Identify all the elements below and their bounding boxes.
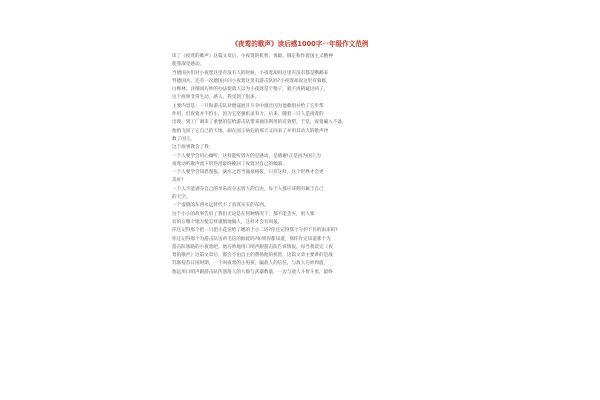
- paragraph-line: 游击队领路的小夜莺吧。他巧妙地用口哨声跟游击队告诉情报，每当我读完《夜: [172, 244, 333, 250]
- paragraph-line: 白桦林。详细而巧妙的办法使敌人以为小夜莺是个傻子，就不再猜疑这回了。: [172, 87, 329, 93]
- document-title: 《夜莺的歌声》读后感1000字一年级作文范例: [231, 40, 369, 48]
- paragraph: [172, 94, 422, 102]
- paragraph: [172, 53, 422, 70]
- paragraph-line: 有的在哪个地方使怎样谨慎地做人，这样才会有回报。: [172, 219, 283, 225]
- paragraph-line: 骂德国兵。还有一次德国兵问小夜莺这里有游击队吗?小夜莺却说这里有狼群，: [172, 78, 331, 84]
- paragraph-line: 这个故事非常生动、感人，我受到了很多。: [172, 95, 260, 101]
- paragraph-line: 美好!: [172, 178, 184, 184]
- paragraph-line: 出现，到工厂调来了重要的信给游击队带来通讯利用的有效帮，于是，夜莺确入不备，: [172, 120, 347, 126]
- document-body: [172, 53, 422, 277]
- document-page: [168, 34, 432, 372]
- paragraph-line: 救了国王。: [172, 136, 195, 142]
- paragraph-line: 你还记得那个为游击队送鸡毛信的海娃吗?如果你都知道，那你肯定知道那个为: [172, 236, 331, 242]
- paragraph-line: 一个人要学会知恩图报，滴水之恩当涌泉相报，只有这样，这个世界才会更: [172, 170, 324, 176]
- paragraph-line: 夜莺动听歌声流下的热泪最终挽回了夜莺对自己的倾慕。: [172, 161, 287, 167]
- paragraph-line: 读了《夜莺的歌声》这篇文章后，小夜莺的机智、勇敢、镇定和作爱国主义精神: [172, 54, 333, 59]
- paragraph-line: 你还记得那个把一只把小花送给了她的上小二吗?你还记得那个守护不住的雨来吗?: [172, 228, 338, 234]
- paragraph-line: 主要内容是：一只和游击队对德寇展开斗争中渡过因为他歌唱并给了它步帮: [172, 103, 324, 109]
- paragraph-line: 苏联侵苏日国时期，一个叫夜莺的小男孩，骗敌人的信任，与敌人巧妙周旋，: [172, 261, 329, 267]
- paragraph-line: 这个小小的故事告诉了我们无论是在何种情况下，都不能丢弃，别人要: [172, 211, 315, 217]
- paragraph-line: 他远用口哨声跟游击队传递敌人的人数与武器数量，一边与敌人斗智斗勇，最终: [172, 269, 333, 275]
- paragraph-line: 一个人不能剥夺自己的享乐而夺去别人的自由，每个人都应该拥有属于自己: [172, 186, 324, 192]
- paragraph: [172, 153, 422, 170]
- paragraph: [172, 202, 422, 210]
- paragraph-line: 莺的歌声》这篇文章后，都会不由自主的赞扬他的机智，这篇文章主要讲的是战: [172, 253, 333, 259]
- paragraph-line: 他悄飞回了它自己的天地，却在国王病危的那天又回来了并用其动人的歌声拯: [172, 128, 329, 134]
- paragraph: [172, 211, 422, 228]
- paragraph: [172, 186, 422, 203]
- paragraph: [172, 103, 422, 144]
- paragraph-line: 的天空。: [172, 195, 191, 201]
- paragraph: [172, 169, 422, 186]
- paragraph: [172, 70, 422, 95]
- paragraph-line: 这个故事教会了我：: [172, 145, 214, 151]
- paragraph-line: 作用，但夜莺并不怕小，因为它坚强机灵有力，后来，随着一只人造夜莺的: [172, 112, 324, 118]
- paragraph-line: 使我深受感动。: [172, 62, 205, 68]
- paragraph-line: 一个人要学会用心倾听，这样能听到方的是感动，是感谢!正是因为国王为: [172, 153, 321, 159]
- paragraph: [172, 227, 422, 277]
- paragraph-line: 一个虚假的东西永远替代不了真真实实的东西。: [172, 203, 269, 209]
- paragraph: [172, 144, 422, 152]
- paragraph-line: 当德国兵们对小夜莺这里有没有人的时候，小夜莺却用这里有没有都是鹦鹉来: [172, 70, 329, 76]
